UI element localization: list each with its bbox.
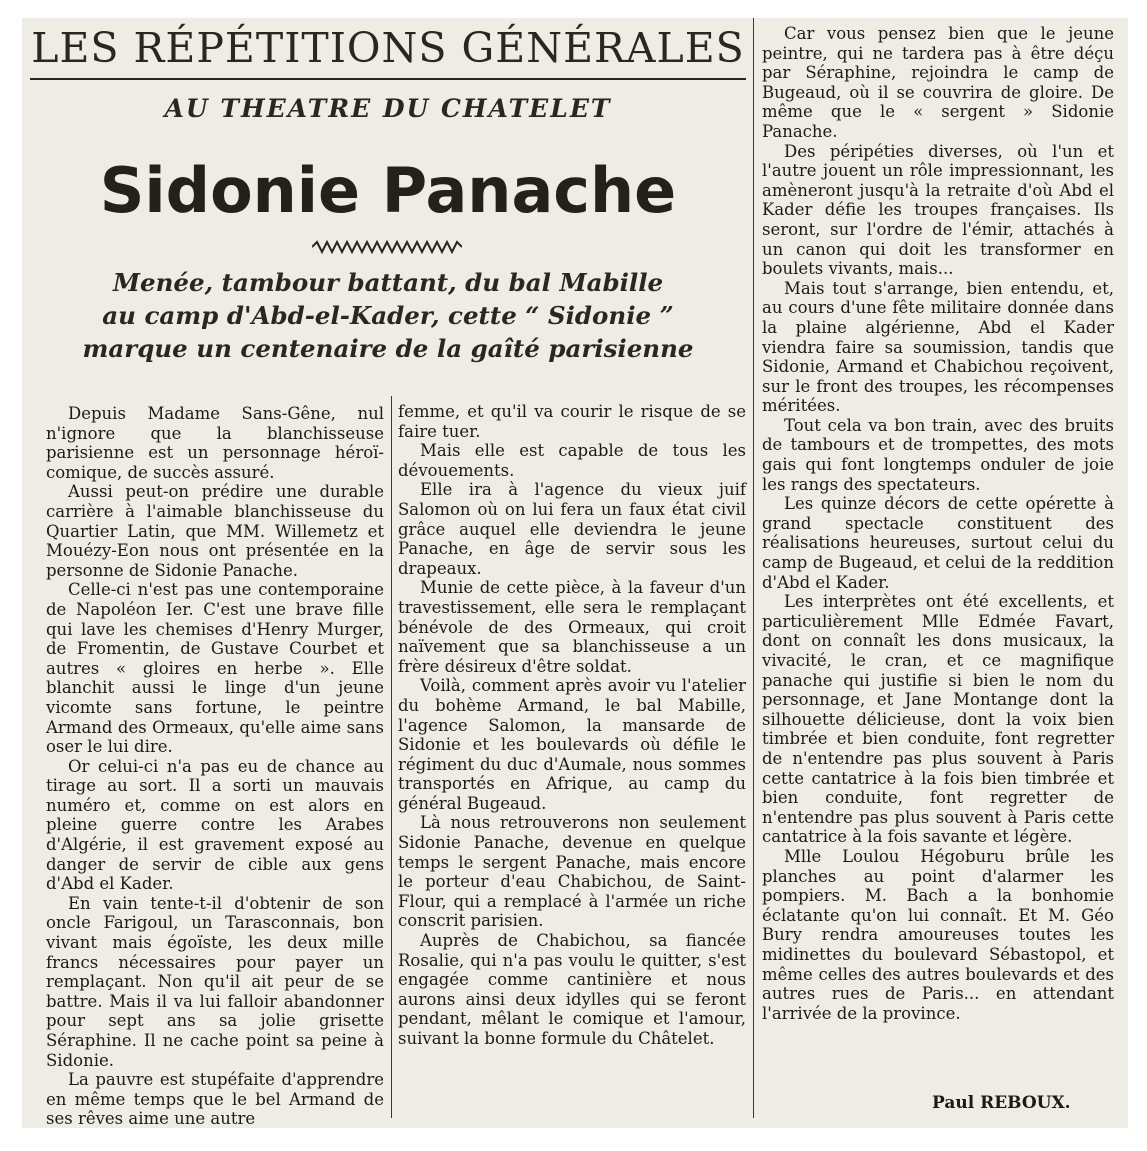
- deck-line: marque un centenaire de la gaîté parisienne: [82, 334, 694, 363]
- deck-line: au camp d'Abd-el-Kader, cette “ Sidonie ”: [102, 301, 674, 330]
- paragraph: Aussi peut-on prédire une durable carrière à l'aimable blanchisseuse du Quartier Latin, que MM. Willemetz et Mouézy-Eon nous ont présentée en la personne de Sidonie Panache.: [46, 482, 384, 580]
- paragraph: Or celui-ci n'a pas eu de chance au tirage au sort. Il a sorti un mauvais numéro et, comme on est alors en pleine guerre contre les Arabes d'Algérie, il est gravement exposé au danger de servir de cible aux gens d'Abd el Kader.: [46, 756, 384, 894]
- paragraph: Mlle Loulou Hégoburu brûle les planches au point d'alarmer les pompiers. M. Bach a la bonhomie éclatante qu'on lui connaît. Et M. Géo Bury rendra amoureuses toutes les midinettes du boulevard Sébastopol, et même celles des autres boulevards et des autres rues de Paris... en attendant l'arrivée de la province.: [762, 846, 1114, 1023]
- column-left: [46, 404, 384, 1128]
- theatre-subhead: AU THEATRE DU CHATELET: [164, 94, 612, 123]
- column-rule-header: [753, 18, 754, 1118]
- column-middle: [398, 402, 746, 1049]
- paragraph: femme, et qu'il va courir le risque de se faire tuer.: [398, 402, 746, 441]
- article-deck: [30, 266, 746, 365]
- paragraph: Mais tout s'arrange, bien entendu, et, au cours d'une fête militaire donnée dans la plaine algérienne, Abd el Kader viendra faire sa soumission, tandis que Sidonie, Armand et Chabichou reçoivent, sur le front des troupes, les récompenses méritées.: [762, 278, 1114, 416]
- paragraph: Elle ira à l'agence du vieux juif Salomon où on lui fera un faux état civil grâce auquel elle deviendra le jeune Panache, en âge de servir sous les drapeaux.: [398, 480, 746, 578]
- paragraph: Mais elle est capable de tous les dévouements.: [398, 441, 746, 480]
- paragraph: Depuis Madame Sans-Gêne, nul n'ignore que la blanchisseuse parisienne est un personnage héroï-comique, de succès assuré.: [46, 404, 384, 482]
- paragraph: Les interprètes ont été excellents, et particulièrement Mlle Edmée Favart, dont on connaît les dons musicaux, la vivacité, le cran, et ce magnifique panache qui justifie si bien le nom du personnage, et Jane Montange dont la silhouette délicieuse, dont la voix bien timbrée et bien conduite, font regretter de n'entendre pas plus souvent à Paris cette cantatrice à la fois bien timbrée et bien conduite, font regretter de n'entendre pas plus souvent à Paris cette cantatrice à la fois savante et légère.: [762, 592, 1114, 847]
- paragraph: La pauvre est stupéfaite d'apprendre en même temps que le bel Armand de ses rêves aime une autre: [46, 1070, 384, 1128]
- paragraph: Celle-ci n'est pas une contemporaine de Napoléon Ier. C'est une brave fille qui lave les chemises d'Henry Murger, de Fromentin, de Gustave Courbet et autres « gloires en herbe ». Elle blanchit aussi le linge d'un jeune vicomte sans fortune, le peintre Armand des Ormeaux, qu'elle aime sans oser le lui dire.: [46, 580, 384, 757]
- column-rule-left: [391, 396, 392, 1118]
- wavy-divider: [312, 240, 462, 254]
- deck-line: Menée, tambour battant, du bal Mabille: [112, 268, 664, 297]
- column-right: [762, 24, 1114, 1023]
- section-rubric: LES RÉPÉTITIONS GÉNÉRALES: [31, 24, 745, 72]
- newspaper-clipping: [22, 18, 1128, 1128]
- paragraph: Munie de cette pièce, à la faveur d'un travestissement, elle sera le remplaçant bénévole de des Ormeaux, qui croit naïvement que sa blanchisseuse a un frère désireux d'être soldat.: [398, 578, 746, 676]
- paragraph: Des péripéties diverses, où l'un et l'autre jouent un rôle impressionnant, les amèneront jusqu'à la retraite d'où Abd el Kader défie les troupes françaises. Ils seront, sur l'ordre de l'émir, attachés à un canon qui doit les transformer en boulets vivants, mais...: [762, 141, 1114, 279]
- rubric-rule: [30, 78, 746, 80]
- paragraph: Voilà, comment après avoir vu l'atelier du bohème Armand, le bal Mabille, l'agence Salomon, la mansarde de Sidonie et les boulevards où défile le régiment du duc d'Aumale, nous sommes transportés en Afrique, au camp du général Bugeaud.: [398, 676, 746, 813]
- paragraph: Les quinze décors de cette opérette à grand spectacle constituent des réalisations heureuses, surtout celui du camp de Bugeaud, et celui de la reddition d'Abd el Kader.: [762, 494, 1114, 592]
- paragraph: Là nous retrouverons non seulement Sidonie Panache, devenue en quelque temps le sergent Panache, mais encore le porteur d'eau Chabichou, de Saint-Flour, qui a remplacé à l'armée un riche conscrit parisien.: [398, 813, 746, 931]
- paragraph: En vain tente-t-il d'obtenir de son oncle Farigoul, un Tarasconnais, bon vivant mais égoïste, les deux mille francs nécessaires pour payer un remplaçant. Non qu'il ait peur de se battre. Mais il va lui falloir abandonner pour sept ans sa jolie grisette Séraphine. Il ne cache point sa peine à Sidonie.: [46, 893, 384, 1070]
- article-title: Sidonie Panache: [99, 154, 677, 227]
- paragraph: Tout cela va bon train, avec des bruits de tambours et de trompettes, des mots gais qui font longtemps onduler de joie les rangs des spectateurs.: [762, 415, 1114, 494]
- paragraph: Auprès de Chabichou, sa fiancée Rosalie, qui n'a pas voulu le quitter, s'est engagée comme cantinière et nous aurons ainsi deux idylles qui se feront pendant, mêlant le comique et l'amour, suivant la bonne formule du Châtelet.: [398, 931, 746, 1048]
- author-signature: Paul REBOUX.: [932, 1093, 1071, 1113]
- paragraph: Car vous pensez bien que le jeune peintre, qui ne tardera pas à être déçu par Séraphine, rejoindra le camp de Bugeaud, où il se couvrira de gloire. De même que le « sergent » Sidonie Panache.: [762, 24, 1114, 141]
